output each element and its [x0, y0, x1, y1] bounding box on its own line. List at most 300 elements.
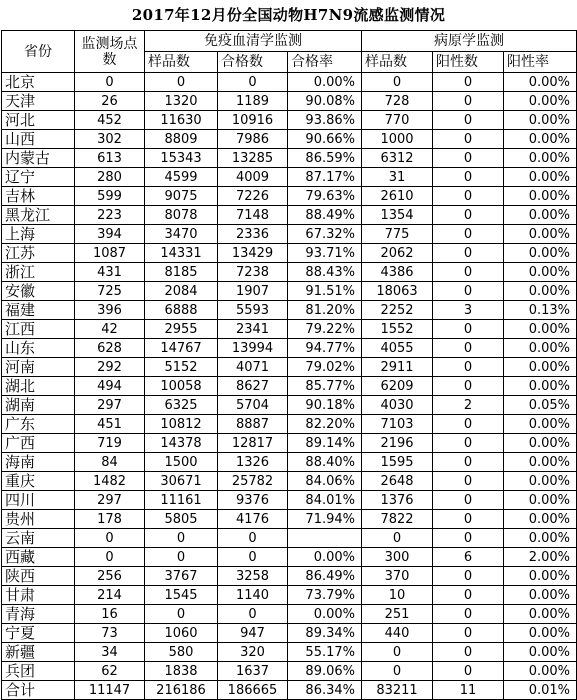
table-row: [2, 73, 577, 92]
pathogen-positive-cell: 0: [433, 377, 504, 396]
table-row: [2, 149, 577, 168]
serology-qualified-cell: 8887: [218, 415, 288, 434]
pathogen-samples-cell: 7103: [362, 415, 433, 434]
serology-rate-cell: 90.18%: [288, 396, 362, 415]
serology-samples-cell: 11630: [145, 111, 218, 130]
pathogen-samples-cell: 2610: [362, 187, 433, 206]
pathogen-positive-cell: 11: [433, 681, 504, 700]
pathogen-samples-cell: 18063: [362, 282, 433, 301]
pathogen-positive-cell: 0: [433, 605, 504, 624]
serology-samples-cell: 0: [145, 529, 218, 548]
serology-qualified-cell: 947: [218, 624, 288, 643]
serology-qualified-cell: 9376: [218, 491, 288, 510]
pathogen-positive-cell: 2: [433, 396, 504, 415]
pathogen-samples-cell: 370: [362, 567, 433, 586]
pathogen-positive-cell: 6: [433, 548, 504, 567]
serology-rate-cell: 90.66%: [288, 130, 362, 149]
pathogen-samples-cell: 728: [362, 92, 433, 111]
sites-cell: 0: [75, 548, 145, 567]
serology-qualified-cell: 13994: [218, 339, 288, 358]
header-sites-line1: 监测场点: [81, 35, 138, 52]
province-cell: 贵州: [2, 510, 75, 529]
serology-qualified-cell: 186665: [218, 681, 288, 700]
serology-samples-cell: 1060: [145, 624, 218, 643]
serology-qualified-cell: 4009: [218, 168, 288, 187]
serology-samples-cell: 5152: [145, 358, 218, 377]
serology-rate-cell: 81.20%: [288, 301, 362, 320]
province-cell: 新疆: [2, 643, 75, 662]
table-row: [2, 434, 577, 453]
pathogen-positive-cell: 0: [433, 111, 504, 130]
pathogen-rate-cell: 0.00%: [504, 282, 577, 301]
province-cell: 广西: [2, 434, 75, 453]
sites-cell: 0: [75, 73, 145, 92]
serology-rate-cell: 86.49%: [288, 567, 362, 586]
table-row: [2, 548, 577, 567]
serology-qualified-cell: 7148: [218, 206, 288, 225]
pathogen-positive-cell: 0: [433, 263, 504, 282]
pathogen-samples-cell: 0: [362, 643, 433, 662]
pathogen-rate-cell: 0.00%: [504, 206, 577, 225]
serology-rate-cell: 86.34%: [288, 681, 362, 700]
province-cell: 湖北: [2, 377, 75, 396]
sites-cell: 599: [75, 187, 145, 206]
province-cell: 湖南: [2, 396, 75, 415]
header-pathogen-samples: 样品数: [362, 52, 433, 73]
province-cell: 宁夏: [2, 624, 75, 643]
pathogen-positive-cell: 0: [433, 491, 504, 510]
sites-cell: 84: [75, 453, 145, 472]
pathogen-rate-cell: 0.00%: [504, 567, 577, 586]
pathogen-rate-cell: 0.00%: [504, 263, 577, 282]
serology-samples-cell: 216186: [145, 681, 218, 700]
serology-samples-cell: 8078: [145, 206, 218, 225]
serology-samples-cell: 1838: [145, 662, 218, 681]
table-body: [2, 73, 577, 700]
sites-cell: 178: [75, 510, 145, 529]
province-cell: 西藏: [2, 548, 75, 567]
pathogen-rate-cell: 0.00%: [504, 415, 577, 434]
sites-cell: 11147: [75, 681, 145, 700]
province-cell: 合计: [2, 681, 75, 700]
serology-samples-cell: 2084: [145, 282, 218, 301]
province-cell: 北京: [2, 73, 75, 92]
serology-qualified-cell: 7226: [218, 187, 288, 206]
table-row: [2, 510, 577, 529]
pathogen-rate-cell: 0.00%: [504, 472, 577, 491]
serology-rate-cell: 93.86%: [288, 111, 362, 130]
sites-cell: 42: [75, 320, 145, 339]
serology-samples-cell: 10058: [145, 377, 218, 396]
pathogen-positive-cell: 3: [433, 301, 504, 320]
pathogen-positive-cell: 0: [433, 187, 504, 206]
pathogen-positive-cell: 0: [433, 225, 504, 244]
sites-cell: 16: [75, 605, 145, 624]
pathogen-rate-cell: 0.00%: [504, 529, 577, 548]
sites-cell: 302: [75, 130, 145, 149]
pathogen-samples-cell: 2648: [362, 472, 433, 491]
pathogen-rate-cell: 0.00%: [504, 434, 577, 453]
serology-rate-cell: 0.00%: [288, 73, 362, 92]
pathogen-samples-cell: 2911: [362, 358, 433, 377]
province-cell: 重庆: [2, 472, 75, 491]
pathogen-samples-cell: 6312: [362, 149, 433, 168]
pathogen-positive-cell: 0: [433, 662, 504, 681]
serology-qualified-cell: 25782: [218, 472, 288, 491]
table-row: [2, 491, 577, 510]
province-cell: 陕西: [2, 567, 75, 586]
serology-samples-cell: 1545: [145, 586, 218, 605]
pathogen-rate-cell: 0.00%: [504, 168, 577, 187]
serology-qualified-cell: 13285: [218, 149, 288, 168]
sites-cell: 34: [75, 643, 145, 662]
pathogen-positive-cell: 0: [433, 586, 504, 605]
pathogen-samples-cell: 1354: [362, 206, 433, 225]
table-row: [2, 111, 577, 130]
pathogen-samples-cell: 775: [362, 225, 433, 244]
province-cell: 河北: [2, 111, 75, 130]
table-row: [2, 225, 577, 244]
serology-rate-cell: 73.79%: [288, 586, 362, 605]
province-cell: 安徽: [2, 282, 75, 301]
serology-rate-cell: 91.51%: [288, 282, 362, 301]
pathogen-samples-cell: 1000: [362, 130, 433, 149]
header-serology-group: 免疫血清学监测: [145, 31, 362, 52]
pathogen-rate-cell: 0.00%: [504, 244, 577, 263]
pathogen-rate-cell: 0.00%: [504, 339, 577, 358]
pathogen-positive-cell: 0: [433, 339, 504, 358]
province-cell: 四川: [2, 491, 75, 510]
serology-rate-cell: 85.77%: [288, 377, 362, 396]
pathogen-samples-cell: 31: [362, 168, 433, 187]
pathogen-rate-cell: 0.00%: [504, 624, 577, 643]
serology-samples-cell: 0: [145, 73, 218, 92]
sites-cell: 451: [75, 415, 145, 434]
sites-cell: 62: [75, 662, 145, 681]
pathogen-rate-cell: 0.00%: [504, 320, 577, 339]
table-row: [2, 168, 577, 187]
province-cell: 福建: [2, 301, 75, 320]
pathogen-samples-cell: 7822: [362, 510, 433, 529]
pathogen-rate-cell: 0.00%: [504, 225, 577, 244]
sites-cell: 452: [75, 111, 145, 130]
header-serology-samples: 样品数: [145, 52, 218, 73]
serology-rate-cell: 0.00%: [288, 548, 362, 567]
serology-samples-cell: 14767: [145, 339, 218, 358]
serology-samples-cell: 4599: [145, 168, 218, 187]
table-row: [2, 472, 577, 491]
table-row: [2, 130, 577, 149]
pathogen-rate-cell: 0.00%: [504, 377, 577, 396]
province-cell: 山西: [2, 130, 75, 149]
province-cell: 甘肃: [2, 586, 75, 605]
sites-cell: 494: [75, 377, 145, 396]
table-row: [2, 320, 577, 339]
pathogen-rate-cell: 0.00%: [504, 73, 577, 92]
pathogen-rate-cell: 0.05%: [504, 396, 577, 415]
serology-rate-cell: 79.22%: [288, 320, 362, 339]
pathogen-samples-cell: 770: [362, 111, 433, 130]
pathogen-rate-cell: 0.00%: [504, 130, 577, 149]
table-row: [2, 605, 577, 624]
sites-cell: 725: [75, 282, 145, 301]
sites-cell: 297: [75, 491, 145, 510]
serology-rate-cell: 84.01%: [288, 491, 362, 510]
serology-rate-cell: [288, 529, 362, 548]
pathogen-positive-cell: 0: [433, 510, 504, 529]
serology-qualified-cell: 1189: [218, 92, 288, 111]
serology-samples-cell: 15343: [145, 149, 218, 168]
serology-rate-cell: 88.49%: [288, 206, 362, 225]
pathogen-samples-cell: 251: [362, 605, 433, 624]
pathogen-positive-cell: 0: [433, 73, 504, 92]
pathogen-samples-cell: 0: [362, 662, 433, 681]
serology-samples-cell: 3767: [145, 567, 218, 586]
serology-samples-cell: 0: [145, 548, 218, 567]
table-row: [2, 415, 577, 434]
serology-qualified-cell: 2341: [218, 320, 288, 339]
table-row: [2, 187, 577, 206]
serology-rate-cell: 89.34%: [288, 624, 362, 643]
serology-rate-cell: 93.71%: [288, 244, 362, 263]
province-cell: 河南: [2, 358, 75, 377]
serology-qualified-cell: 320: [218, 643, 288, 662]
pathogen-rate-cell: 0.00%: [504, 358, 577, 377]
serology-qualified-cell: 12817: [218, 434, 288, 453]
serology-qualified-cell: 4176: [218, 510, 288, 529]
sites-cell: 394: [75, 225, 145, 244]
pathogen-rate-cell: 0.00%: [504, 111, 577, 130]
sites-cell: 223: [75, 206, 145, 225]
pathogen-samples-cell: 2252: [362, 301, 433, 320]
province-cell: 浙江: [2, 263, 75, 282]
pathogen-samples-cell: 4386: [362, 263, 433, 282]
serology-samples-cell: 10812: [145, 415, 218, 434]
table-row: [2, 529, 577, 548]
province-cell: 内蒙古: [2, 149, 75, 168]
pathogen-samples-cell: 1552: [362, 320, 433, 339]
pathogen-rate-cell: 0.00%: [504, 453, 577, 472]
pathogen-positive-cell: 0: [433, 358, 504, 377]
pathogen-samples-cell: 4030: [362, 396, 433, 415]
sites-cell: 1482: [75, 472, 145, 491]
header-pathogen-group: 病原学监测: [362, 31, 577, 52]
pathogen-positive-cell: 0: [433, 529, 504, 548]
serology-samples-cell: 9075: [145, 187, 218, 206]
serology-samples-cell: 2955: [145, 320, 218, 339]
serology-qualified-cell: 5593: [218, 301, 288, 320]
serology-samples-cell: 1320: [145, 92, 218, 111]
table-row: [2, 643, 577, 662]
province-cell: 云南: [2, 529, 75, 548]
serology-qualified-cell: 0: [218, 73, 288, 92]
serology-rate-cell: 79.63%: [288, 187, 362, 206]
table-row: [2, 662, 577, 681]
sites-cell: 1087: [75, 244, 145, 263]
serology-rate-cell: 88.43%: [288, 263, 362, 282]
pathogen-rate-cell: 0.00%: [504, 643, 577, 662]
pathogen-samples-cell: 10: [362, 586, 433, 605]
pathogen-samples-cell: 440: [362, 624, 433, 643]
pathogen-rate-cell: 0.00%: [504, 662, 577, 681]
table-title: 2017年12月份全国动物H7N9流感监测情况: [131, 6, 446, 24]
sites-cell: 628: [75, 339, 145, 358]
serology-qualified-cell: 4071: [218, 358, 288, 377]
header-sites-line2: 数: [102, 51, 117, 68]
sites-cell: 256: [75, 567, 145, 586]
pathogen-positive-cell: 0: [433, 434, 504, 453]
sites-cell: 0: [75, 529, 145, 548]
pathogen-samples-cell: 300: [362, 548, 433, 567]
pathogen-positive-cell: 0: [433, 206, 504, 225]
pathogen-positive-cell: 0: [433, 624, 504, 643]
serology-qualified-cell: 0: [218, 529, 288, 548]
province-cell: 兵团: [2, 662, 75, 681]
sites-cell: 280: [75, 168, 145, 187]
pathogen-samples-cell: 0: [362, 529, 433, 548]
table-row: [2, 339, 577, 358]
serology-rate-cell: 71.94%: [288, 510, 362, 529]
sites-cell: 73: [75, 624, 145, 643]
serology-qualified-cell: 1140: [218, 586, 288, 605]
serology-rate-cell: 89.06%: [288, 662, 362, 681]
serology-samples-cell: 30671: [145, 472, 218, 491]
pathogen-rate-cell: 0.00%: [504, 92, 577, 111]
serology-rate-cell: 67.32%: [288, 225, 362, 244]
serology-samples-cell: 8185: [145, 263, 218, 282]
serology-qualified-cell: 0: [218, 605, 288, 624]
table-row: [2, 263, 577, 282]
province-cell: 黑龙江: [2, 206, 75, 225]
sites-cell: 292: [75, 358, 145, 377]
pathogen-positive-cell: 0: [433, 282, 504, 301]
table-row: [2, 567, 577, 586]
pathogen-rate-cell: 0.00%: [504, 149, 577, 168]
serology-rate-cell: 89.14%: [288, 434, 362, 453]
sites-cell: 297: [75, 396, 145, 415]
province-cell: 江西: [2, 320, 75, 339]
serology-samples-cell: 0: [145, 605, 218, 624]
sites-cell: 719: [75, 434, 145, 453]
serology-rate-cell: 0.00%: [288, 605, 362, 624]
serology-samples-cell: 11161: [145, 491, 218, 510]
serology-rate-cell: 84.06%: [288, 472, 362, 491]
serology-qualified-cell: 1637: [218, 662, 288, 681]
serology-qualified-cell: 0: [218, 548, 288, 567]
sites-cell: 613: [75, 149, 145, 168]
serology-qualified-cell: 3258: [218, 567, 288, 586]
pathogen-positive-cell: 0: [433, 168, 504, 187]
province-cell: 青海: [2, 605, 75, 624]
h7n9-monitoring-table: [1, 30, 577, 700]
serology-qualified-cell: 8627: [218, 377, 288, 396]
pathogen-positive-cell: 0: [433, 567, 504, 586]
sites-cell: 214: [75, 586, 145, 605]
pathogen-rate-cell: 0.00%: [504, 491, 577, 510]
serology-rate-cell: 79.02%: [288, 358, 362, 377]
serology-samples-cell: 6325: [145, 396, 218, 415]
pathogen-positive-cell: 0: [433, 472, 504, 491]
pathogen-positive-cell: 0: [433, 130, 504, 149]
sites-cell: 431: [75, 263, 145, 282]
pathogen-rate-cell: 0.00%: [504, 187, 577, 206]
header-pathogen-rate: 阳性率: [504, 52, 577, 73]
serology-samples-cell: 5805: [145, 510, 218, 529]
serology-qualified-cell: 7986: [218, 130, 288, 149]
header-row-1: [2, 31, 577, 52]
serology-qualified-cell: 1907: [218, 282, 288, 301]
province-cell: 江苏: [2, 244, 75, 263]
province-cell: 天津: [2, 92, 75, 111]
pathogen-samples-cell: 0: [362, 73, 433, 92]
serology-qualified-cell: 1326: [218, 453, 288, 472]
pathogen-positive-cell: 0: [433, 92, 504, 111]
header-province: 省份: [2, 31, 75, 73]
serology-rate-cell: 94.77%: [288, 339, 362, 358]
table-row: [2, 92, 577, 111]
province-cell: 海南: [2, 453, 75, 472]
table-row: [2, 206, 577, 225]
table-row: [2, 586, 577, 605]
province-cell: 辽宁: [2, 168, 75, 187]
pathogen-samples-cell: 2196: [362, 434, 433, 453]
table-row: [2, 624, 577, 643]
pathogen-samples-cell: 1376: [362, 491, 433, 510]
serology-samples-cell: 14378: [145, 434, 218, 453]
serology-rate-cell: 86.59%: [288, 149, 362, 168]
table-row: [2, 377, 577, 396]
header-pathogen-positive: 阳性数: [433, 52, 504, 73]
header-sites: [75, 31, 145, 73]
pathogen-positive-cell: 0: [433, 453, 504, 472]
serology-samples-cell: 14331: [145, 244, 218, 263]
pathogen-positive-cell: 0: [433, 149, 504, 168]
serology-qualified-cell: 10916: [218, 111, 288, 130]
pathogen-rate-cell: 0.00%: [504, 605, 577, 624]
pathogen-rate-cell: 0.13%: [504, 301, 577, 320]
table-row: [2, 453, 577, 472]
sites-cell: 26: [75, 92, 145, 111]
serology-samples-cell: 580: [145, 643, 218, 662]
serology-rate-cell: 88.40%: [288, 453, 362, 472]
pathogen-rate-cell: 2.00%: [504, 548, 577, 567]
pathogen-samples-cell: 6209: [362, 377, 433, 396]
province-cell: 山东: [2, 339, 75, 358]
pathogen-samples-cell: 4055: [362, 339, 433, 358]
serology-rate-cell: 90.08%: [288, 92, 362, 111]
province-cell: 吉林: [2, 187, 75, 206]
table-row: [2, 282, 577, 301]
pathogen-rate-cell: 0.00%: [504, 586, 577, 605]
pathogen-rate-cell: 0.01%: [504, 681, 577, 700]
serology-rate-cell: 82.20%: [288, 415, 362, 434]
pathogen-positive-cell: 0: [433, 415, 504, 434]
pathogen-positive-cell: 0: [433, 320, 504, 339]
serology-qualified-cell: 13429: [218, 244, 288, 263]
serology-qualified-cell: 2336: [218, 225, 288, 244]
sites-cell: 396: [75, 301, 145, 320]
province-cell: 上海: [2, 225, 75, 244]
table-row: [2, 396, 577, 415]
serology-samples-cell: 8809: [145, 130, 218, 149]
header-serology-qualified: 合格数: [218, 52, 288, 73]
serology-qualified-cell: 7238: [218, 263, 288, 282]
pathogen-positive-cell: 0: [433, 643, 504, 662]
pathogen-samples-cell: 83211: [362, 681, 433, 700]
serology-samples-cell: 1500: [145, 453, 218, 472]
pathogen-samples-cell: 1595: [362, 453, 433, 472]
serology-samples-cell: 6888: [145, 301, 218, 320]
